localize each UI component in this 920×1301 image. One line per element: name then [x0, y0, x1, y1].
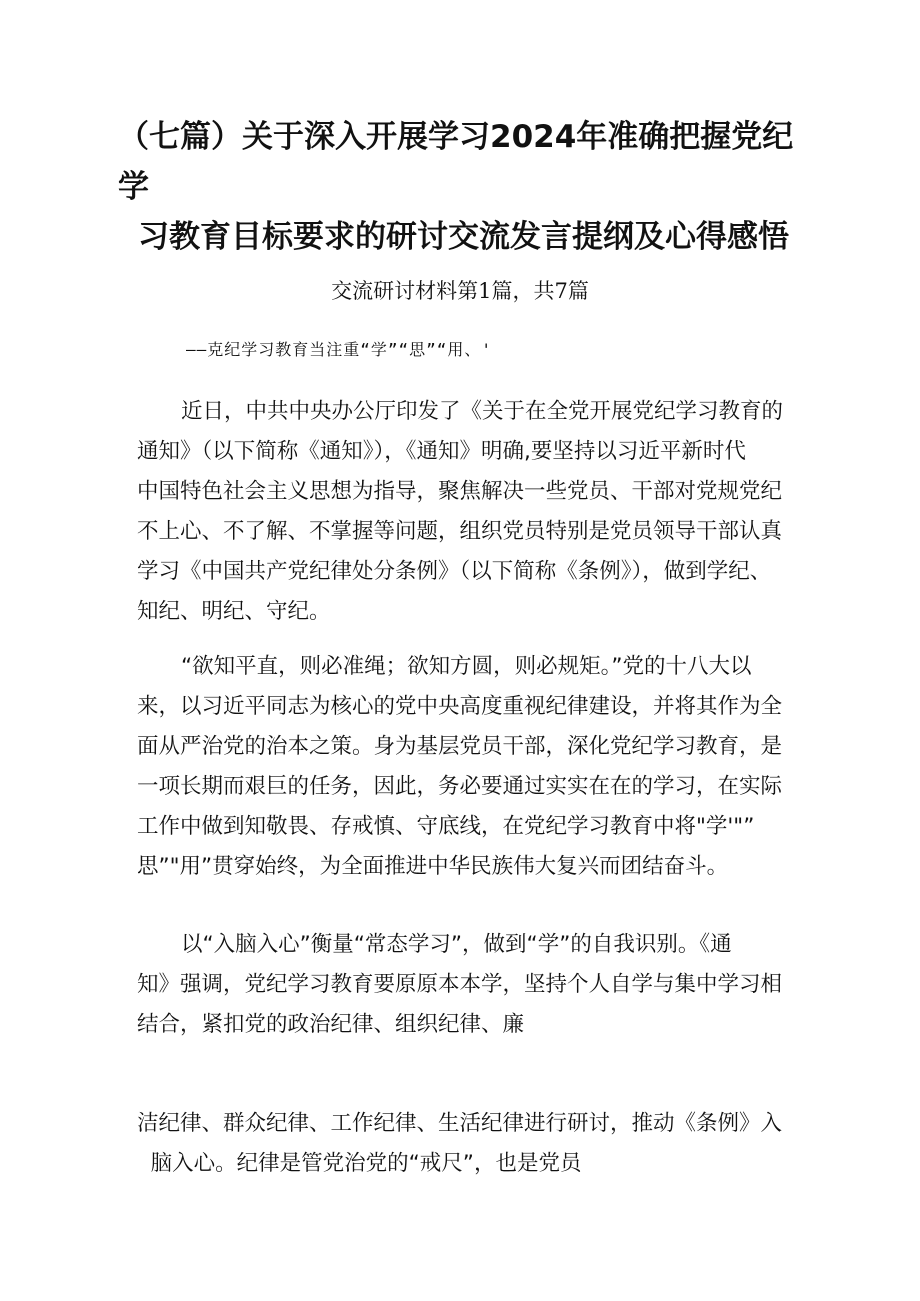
paragraph-line: 工作中做到知敬畏、存戒慎、守底线，在党纪学习教育中将"学'"”: [137, 814, 755, 839]
paragraph-line: 脑入心。纪律是管党治党的“戒尺”，也是党员: [137, 1151, 582, 1176]
paragraph-line: 学习《中国共产党纪律处分条例》（以下简称《条例》），做到学纪、: [137, 559, 772, 584]
paragraph-line: 中国特色社会主义思想为指导，聚焦解决一些党员、干部对党规党纪: [137, 479, 783, 504]
paragraph-line: 通知》（以下简称《通知》），《通知》明确,要坚持以习近平新时代: [137, 439, 746, 464]
paragraph-line: “欲知平直，则必准绳；欲知方圆，则必规矩。”党的十八大以: [181, 654, 752, 679]
paragraph-line: 洁纪律、群众纪律、工作纪律、生活纪律进行研讨，推动《条例》入: [137, 1111, 783, 1136]
section-heading: ——克纪学习教育当注重“学”“思”“用、': [186, 340, 493, 359]
paragraph-line: 思”"用”贯穿始终，为全面推进中华民族伟大复兴而团结奋斗。: [137, 854, 729, 879]
title-line-2: 习教育目标要求的研讨交流发言提纲及心得感悟: [138, 219, 789, 255]
paragraph-1: [137, 392, 807, 632]
paragraph-line: 一项长期而艰巨的任务，因此，务必要通过实实在在的学习，在实际: [137, 774, 783, 799]
paragraph-line: 面从严治党的治本之策。身为基层党员干部，深化党纪学习教育，是: [137, 734, 783, 759]
paragraph-3: [137, 925, 807, 1045]
paragraph-4: [137, 1104, 807, 1184]
paragraph-line: 知纪、明纪、守纪。: [137, 599, 331, 624]
title-line-1: （七篇）关于深入开展学习2024年准确把握党纪学: [118, 119, 794, 205]
document-subtitle: 交流研讨材料第1篇，共7篇: [331, 279, 589, 303]
paragraph-line: 以“入脑入心”衡量“常态学习”，做到“学”的自我识别。《通: [181, 932, 732, 957]
paragraph-line: 近日，中共中央办公厅印发了《关于在全党开展党纪学习教育的: [181, 399, 784, 424]
paragraph-line: 来，以习近平同志为核心的党中央高度重视纪律建设，并将其作为全: [137, 694, 783, 719]
paragraph-line: 知》强调，党纪学习教育要原原本本学，坚持个人自学与集中学习相: [137, 972, 783, 997]
paragraph-line: 不上心、不了解、不掌握等问题，组织党员特别是党员领导干部认真: [137, 519, 783, 544]
paragraph-line: 结合，紧扣党的政治纪律、组织纪律、廉: [137, 1012, 525, 1037]
paragraph-2: [137, 647, 807, 887]
document-title: [118, 112, 818, 262]
